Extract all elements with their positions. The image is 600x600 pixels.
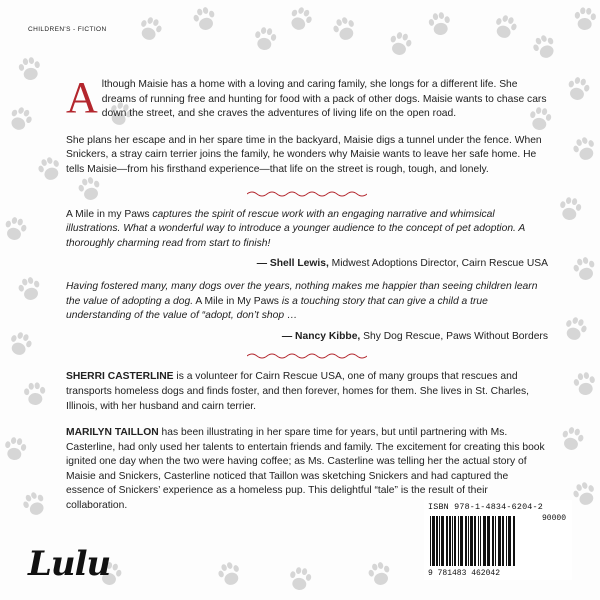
paw-print-icon — [331, 15, 359, 43]
paw-print-icon — [17, 275, 43, 302]
quote-text: captures the spirit of rescue work with an engaging narrative and whimsical illustrations. What a wonderful way to introduce a younger audience to the concept of pet adoption. A thoroughly charming read from start to finish! — [66, 208, 525, 249]
author-bio-text: is a volunteer for Cairn Rescue USA, one of many groups that rescues and transports homeless dogs and finds foster, and then forever, homes for them. She lives in St. Charles, Illinois, with her husband and cairn terrier. — [66, 371, 530, 412]
isbn-label: ISBN 978-1-4834-6204-2 — [428, 502, 543, 512]
intro-paragraph-2: She plans her escape and in her spare time in the backyard, Maisie digs a tunnel under the fence. When Snickers, a stray cairn terrier joins the family, he wonders why Maisie wants to leave her safe home. He tells Maisie—from his firsthand experience—that life on the street is rough, tough, and lonely. — [66, 134, 542, 175]
paw-print-icon — [530, 32, 559, 61]
isbn-barcode — [424, 500, 572, 580]
paw-print-icon — [367, 560, 393, 587]
author-name: SHERRI CASTERLINE — [66, 371, 174, 383]
attribution-dash: — — [256, 258, 270, 270]
paw-print-icon — [253, 26, 278, 52]
paw-print-icon — [565, 75, 591, 102]
barcode-bars-icon — [424, 516, 572, 568]
quote-book-title: A Mile in My Paws — [193, 295, 282, 307]
paw-print-icon — [23, 382, 46, 406]
paw-print-icon — [562, 315, 590, 343]
review-quote-2 — [66, 280, 548, 324]
paw-print-icon — [387, 30, 413, 57]
intro-text-1: lthough Maisie has a home with a loving and caring family, she longs for a different life. She dreams of running free and hunting for food with a pack of other dogs. Maisie wants to chase cars down the street, and she craves the adventures of living life on the open road. — [101, 79, 547, 120]
paw-print-icon — [572, 255, 598, 282]
paw-print-icon — [7, 330, 35, 358]
wavy-divider-icon — [247, 352, 367, 360]
paw-print-icon — [558, 196, 583, 222]
paw-print-icon — [571, 135, 599, 163]
barcode-digits: 9 781483 462042 — [428, 569, 501, 578]
paw-print-icon — [3, 436, 28, 462]
paw-print-icon — [137, 15, 165, 43]
reviewer-role: Shy Dog Rescue, Paws Without Borders — [360, 330, 548, 342]
publisher-logo: Lulu — [28, 544, 111, 584]
paw-print-icon — [572, 371, 597, 397]
reviewer-name: Shell Lewis, — [269, 258, 329, 270]
paw-print-icon — [571, 480, 599, 508]
quote-text: is a touching story that can give a child a true understanding of the value of “adopt, don’t shop … — [66, 295, 488, 322]
price-code: 90000 — [541, 514, 566, 523]
paw-print-icon — [216, 560, 244, 588]
cover-text — [66, 73, 548, 526]
paw-print-icon — [192, 5, 218, 32]
author-bio — [66, 370, 548, 414]
intro-paragraph-1 — [66, 73, 548, 122]
paw-print-icon — [288, 566, 313, 592]
paw-print-icon — [17, 56, 42, 82]
quote-text: Having fostered many, many dogs over the years, nothing makes me happier than seeing children learn the value of adopting a dog. — [66, 280, 538, 307]
paw-print-icon — [492, 13, 520, 41]
illustrator-bio-text: has been illustrating in her spare time for years, but until partnering with Ms. Casterline, had only used her talents to entertain friends and family. The excitement for creating this book ignited one day when the two were having coffee; as Ms. Casterline was telling her the actual story of Maisie and Snickers, Casterline noticed that Taillon was sketching Snickers and had captured the essence of Snickers’ experience as a homeless pup. This delightful “tale” is the result of their collaboration. — [66, 427, 545, 512]
reviewer-role: Midwest Adoptions Director, Cairn Rescue USA — [328, 258, 548, 270]
quote-book-title: A Mile in my Paws — [66, 208, 150, 220]
paw-print-icon — [427, 11, 452, 37]
drop-cap: A — [66, 73, 98, 122]
review-attribution-2 — [66, 330, 548, 345]
paw-print-icon — [20, 489, 49, 518]
reviewer-name: Nancy Kibbe, — [295, 330, 361, 342]
paw-print-icon — [559, 425, 585, 452]
genre-label: CHILDREN'S - FICTION — [28, 26, 107, 33]
review-attribution-1 — [66, 257, 548, 272]
paw-print-icon — [36, 155, 64, 183]
paw-print-icon — [2, 215, 28, 242]
attribution-dash: — — [281, 330, 296, 342]
paw-print-icon — [286, 4, 315, 33]
paw-print-icon — [6, 104, 35, 133]
review-quote-1 — [66, 208, 548, 252]
wavy-divider-icon — [247, 190, 367, 198]
illustrator-name: MARILYN TAILLON — [66, 427, 159, 439]
paw-print-icon — [574, 7, 597, 31]
